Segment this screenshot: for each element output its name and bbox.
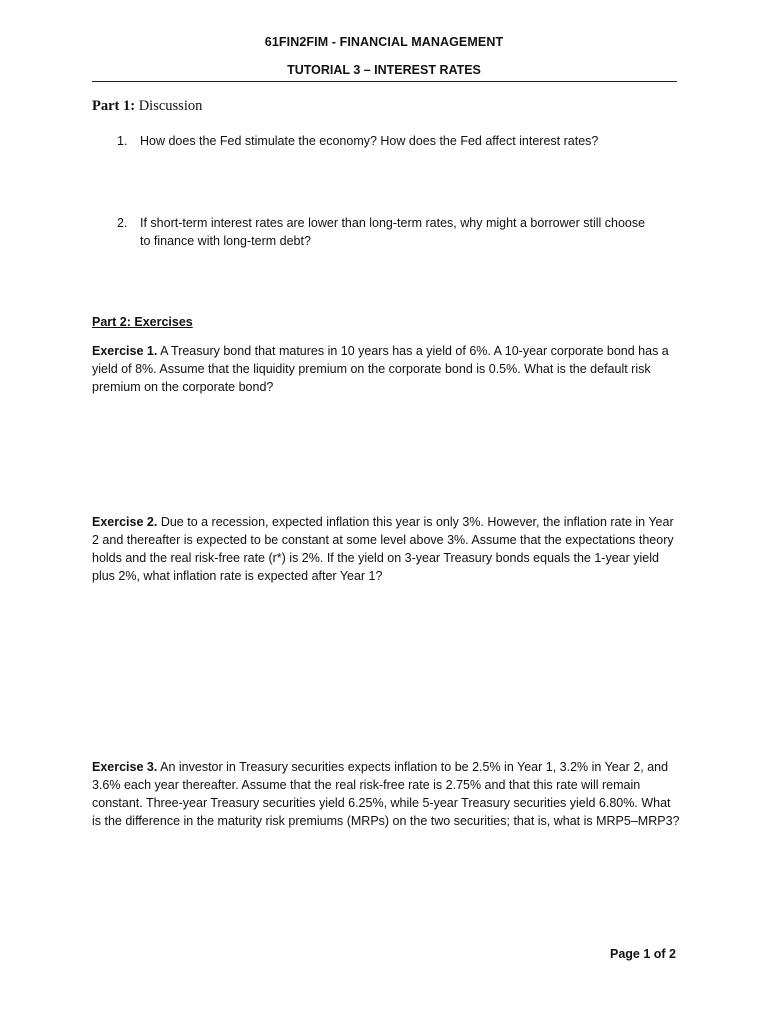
exercise-label: Exercise 1. — [92, 344, 158, 358]
exercise-label: Exercise 2. — [92, 515, 158, 529]
tutorial-title: TUTORIAL 3 – INTEREST RATES — [287, 63, 481, 77]
exercise-label: Exercise 3. — [92, 760, 158, 774]
page-number: Page 1 of 2 — [610, 947, 676, 961]
part1-heading — [92, 98, 202, 115]
exercise-text: A Treasury bond that matures in 10 years has a yield of 6%. A 10-year corporate bond has a yield of 8%. Assume that the liquidity premium on the corporate bond is 0.5%. What is the default risk premium on the corporate bond? — [92, 344, 669, 394]
exercise-2 — [92, 513, 680, 585]
question-text: How does the Fed stimulate the economy? How does the Fed affect interest rates? — [140, 134, 599, 148]
header-divider — [92, 81, 677, 82]
exercise-1 — [92, 342, 680, 396]
question-text: If short-term interest rates are lower than long-term rates, why might a borrower still choose to finance with long-term debt? — [140, 216, 646, 248]
course-title: 61FIN2FIM - FINANCIAL MANAGEMENT — [264, 35, 504, 49]
part1-heading-title: Discussion — [135, 98, 203, 114]
exercise-3 — [92, 758, 680, 830]
question-number: 1. — [117, 134, 128, 148]
part2-heading: Part 2: Exercises — [92, 315, 193, 329]
question-number: 2. — [117, 216, 128, 230]
exercise-text: An investor in Treasury securities expects inflation to be 2.5% in Year 1, 3.2% in Year 2, and 3.6% each year thereafter. Assume that the real risk-free rate is 2.75% and that this rate will remain constant. Three-year Treasury securities yield 6.25%, while 5-year Treasury securities yield 6.80%. What is the difference in the maturity risk premiums (MRPs) on the two securities; that is, what is MRP5–MRP3? — [92, 760, 680, 828]
exercise-text: Due to a recession, expected inflation this year is only 3%. However, the inflation rate in Year 2 and thereafter is expected to be constant at some level above 3%. Assume that the expectations theory holds and the real risk-free rate (r*) is 2%. If the yield on 3-year Treasury bonds equals the 1-year yield plus 2%, what inflation rate is expected after Year 1? — [92, 515, 674, 583]
part1-heading-label: Part 1: — [92, 98, 136, 114]
